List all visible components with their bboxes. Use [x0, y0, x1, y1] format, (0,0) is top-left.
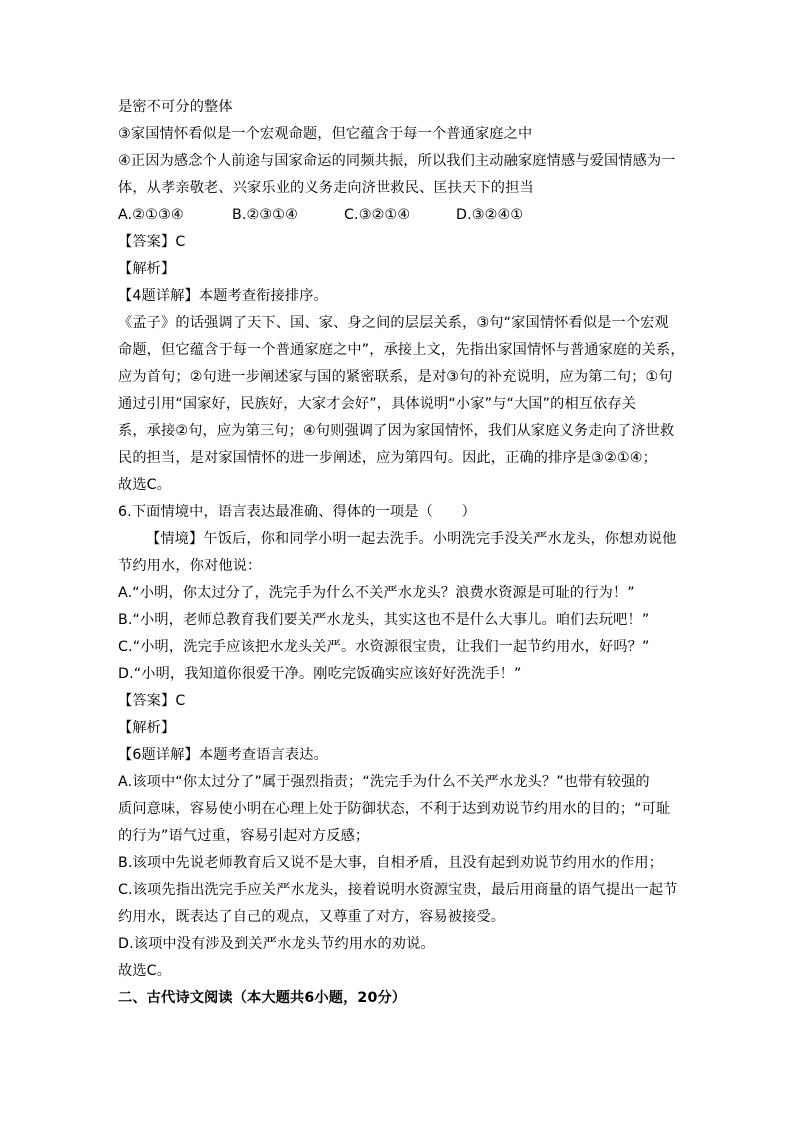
q5-answer: 【答案】C	[118, 234, 186, 250]
q6-conclusion: 故选C。	[118, 963, 172, 979]
section-heading: 二、古代诗文阅读（本大题共6小题，20分）	[118, 990, 407, 1006]
q6-analysis-label: 【解析】	[118, 720, 176, 736]
q5-option-d: D.③②④①	[456, 207, 524, 223]
q5-detail-line: 命题，但它蕴含于每一个普通家庭之中”，承接上文，先指出家国情怀与普通家庭的关系，	[118, 342, 685, 358]
q6-option-a: A.“小明，你太过分了，洗完手为什么不关严水龙头？浪费水资源是可耻的行为！”	[118, 585, 635, 601]
q6-detail-line: 约用水，既表达了自己的观点，又尊重了对方，容易被接受。	[118, 909, 506, 925]
q6-context-line: 节约用水，你对他说：	[118, 558, 262, 574]
q5-detail-line: 【4题详解】本题考查衔接排序。	[118, 288, 328, 304]
q5-detail-line: 《孟子》的话强调了天下、国、家、身之间的层层关系，③句“家国情怀看似是一个宏观	[118, 315, 669, 331]
q5-conclusion: 故选C。	[118, 477, 172, 493]
q5-option-c: C.③②①④	[344, 207, 411, 223]
q5-options-row	[118, 202, 678, 229]
option-item-3: ③家国情怀看似是一个宏观命题，但它蕴含于每一个普通家庭之中	[118, 126, 533, 142]
q6-option-d: D.“小明，我知道你很爱干净。刚吃完饭确实应该好好洗洗手！”	[118, 666, 522, 682]
q5-detail-line: 民的担当，是对家国情怀的进一步阐述，应为第四句。因此，正确的排序是③②①④；	[118, 450, 657, 466]
q6-detail-line: D.该项中没有涉及到关严水龙头节约用水的劝说。	[118, 936, 435, 952]
option-item-4-line2: 体，从孝亲敬老、兴家乐业的义务走向济世救民、匡扶天下的担当	[118, 180, 534, 196]
q6-answer: 【答案】C	[118, 693, 186, 709]
q6-option-c: C.“小明，洗完手应该把水龙头关严。水资源很宝贵，让我们一起节约用水，好吗？”	[118, 639, 650, 655]
q6-detail-line: 的行为”语气过重，容易引起对方反感；	[118, 828, 370, 844]
q5-option-a: A.②①③④	[118, 207, 184, 223]
document-page	[118, 94, 685, 1012]
option-item-4-line1: ④正因为感念个人前途与国家命运的同频共振，所以我们主动融家庭情感与爱国情感为一	[118, 153, 676, 169]
q6-option-b: B.“小明，老师总教育我们要关严水龙头，其实这也不是什么大事儿。咱们去玩吧！”	[118, 612, 650, 628]
q6-detail-line: 质问意味，容易使小明在心理上处于防御状态，不利于达到劝说节约用水的目的；“可耻	[118, 801, 671, 817]
q5-option-b: B.②③①④	[232, 207, 299, 223]
q5-detail-line: 系，承接②句，应为第三句；④句则强调了因为家国情怀，我们从家庭义务走向了济世救	[118, 423, 675, 439]
q5-detail-line: 通过引用“国家好，民族好，大家才会好”，具体说明“小家”与“大国”的相互依存关	[118, 396, 637, 412]
q5-analysis-label: 【解析】	[118, 261, 176, 277]
q6-context-line: 【情境】午饭后，你和同学小明一起去洗手。小明洗完手没关严水龙头，你想劝说他	[146, 531, 677, 547]
q6-detail-line: B.该项中先说老师教育后又说不是大事，自相矛盾，且没有起到劝说节约用水的作用；	[118, 855, 664, 871]
q6-detail-line: A.该项中“你太过分了”属于强烈指责；“洗完手为什么不关严水龙头？”也带有较强的	[118, 774, 650, 790]
text-line: 是密不可分的整体	[118, 99, 233, 115]
q6-detail-line: 【6题详解】本题考查语言表达。	[118, 747, 328, 763]
q6-detail-line: C.该项先指出洗完手应关严水龙头，接着说明水资源宝贵，最后用商量的语气提出一起节	[118, 882, 678, 898]
q5-detail-line: 应为首句；②句进一步阐述家与国的紧密联系，是对③句的补充说明，应为第二句；①句	[118, 369, 673, 385]
q6-stem: 6.下面情境中，语言表达最准确、得体的一项是（ ）	[118, 504, 476, 520]
